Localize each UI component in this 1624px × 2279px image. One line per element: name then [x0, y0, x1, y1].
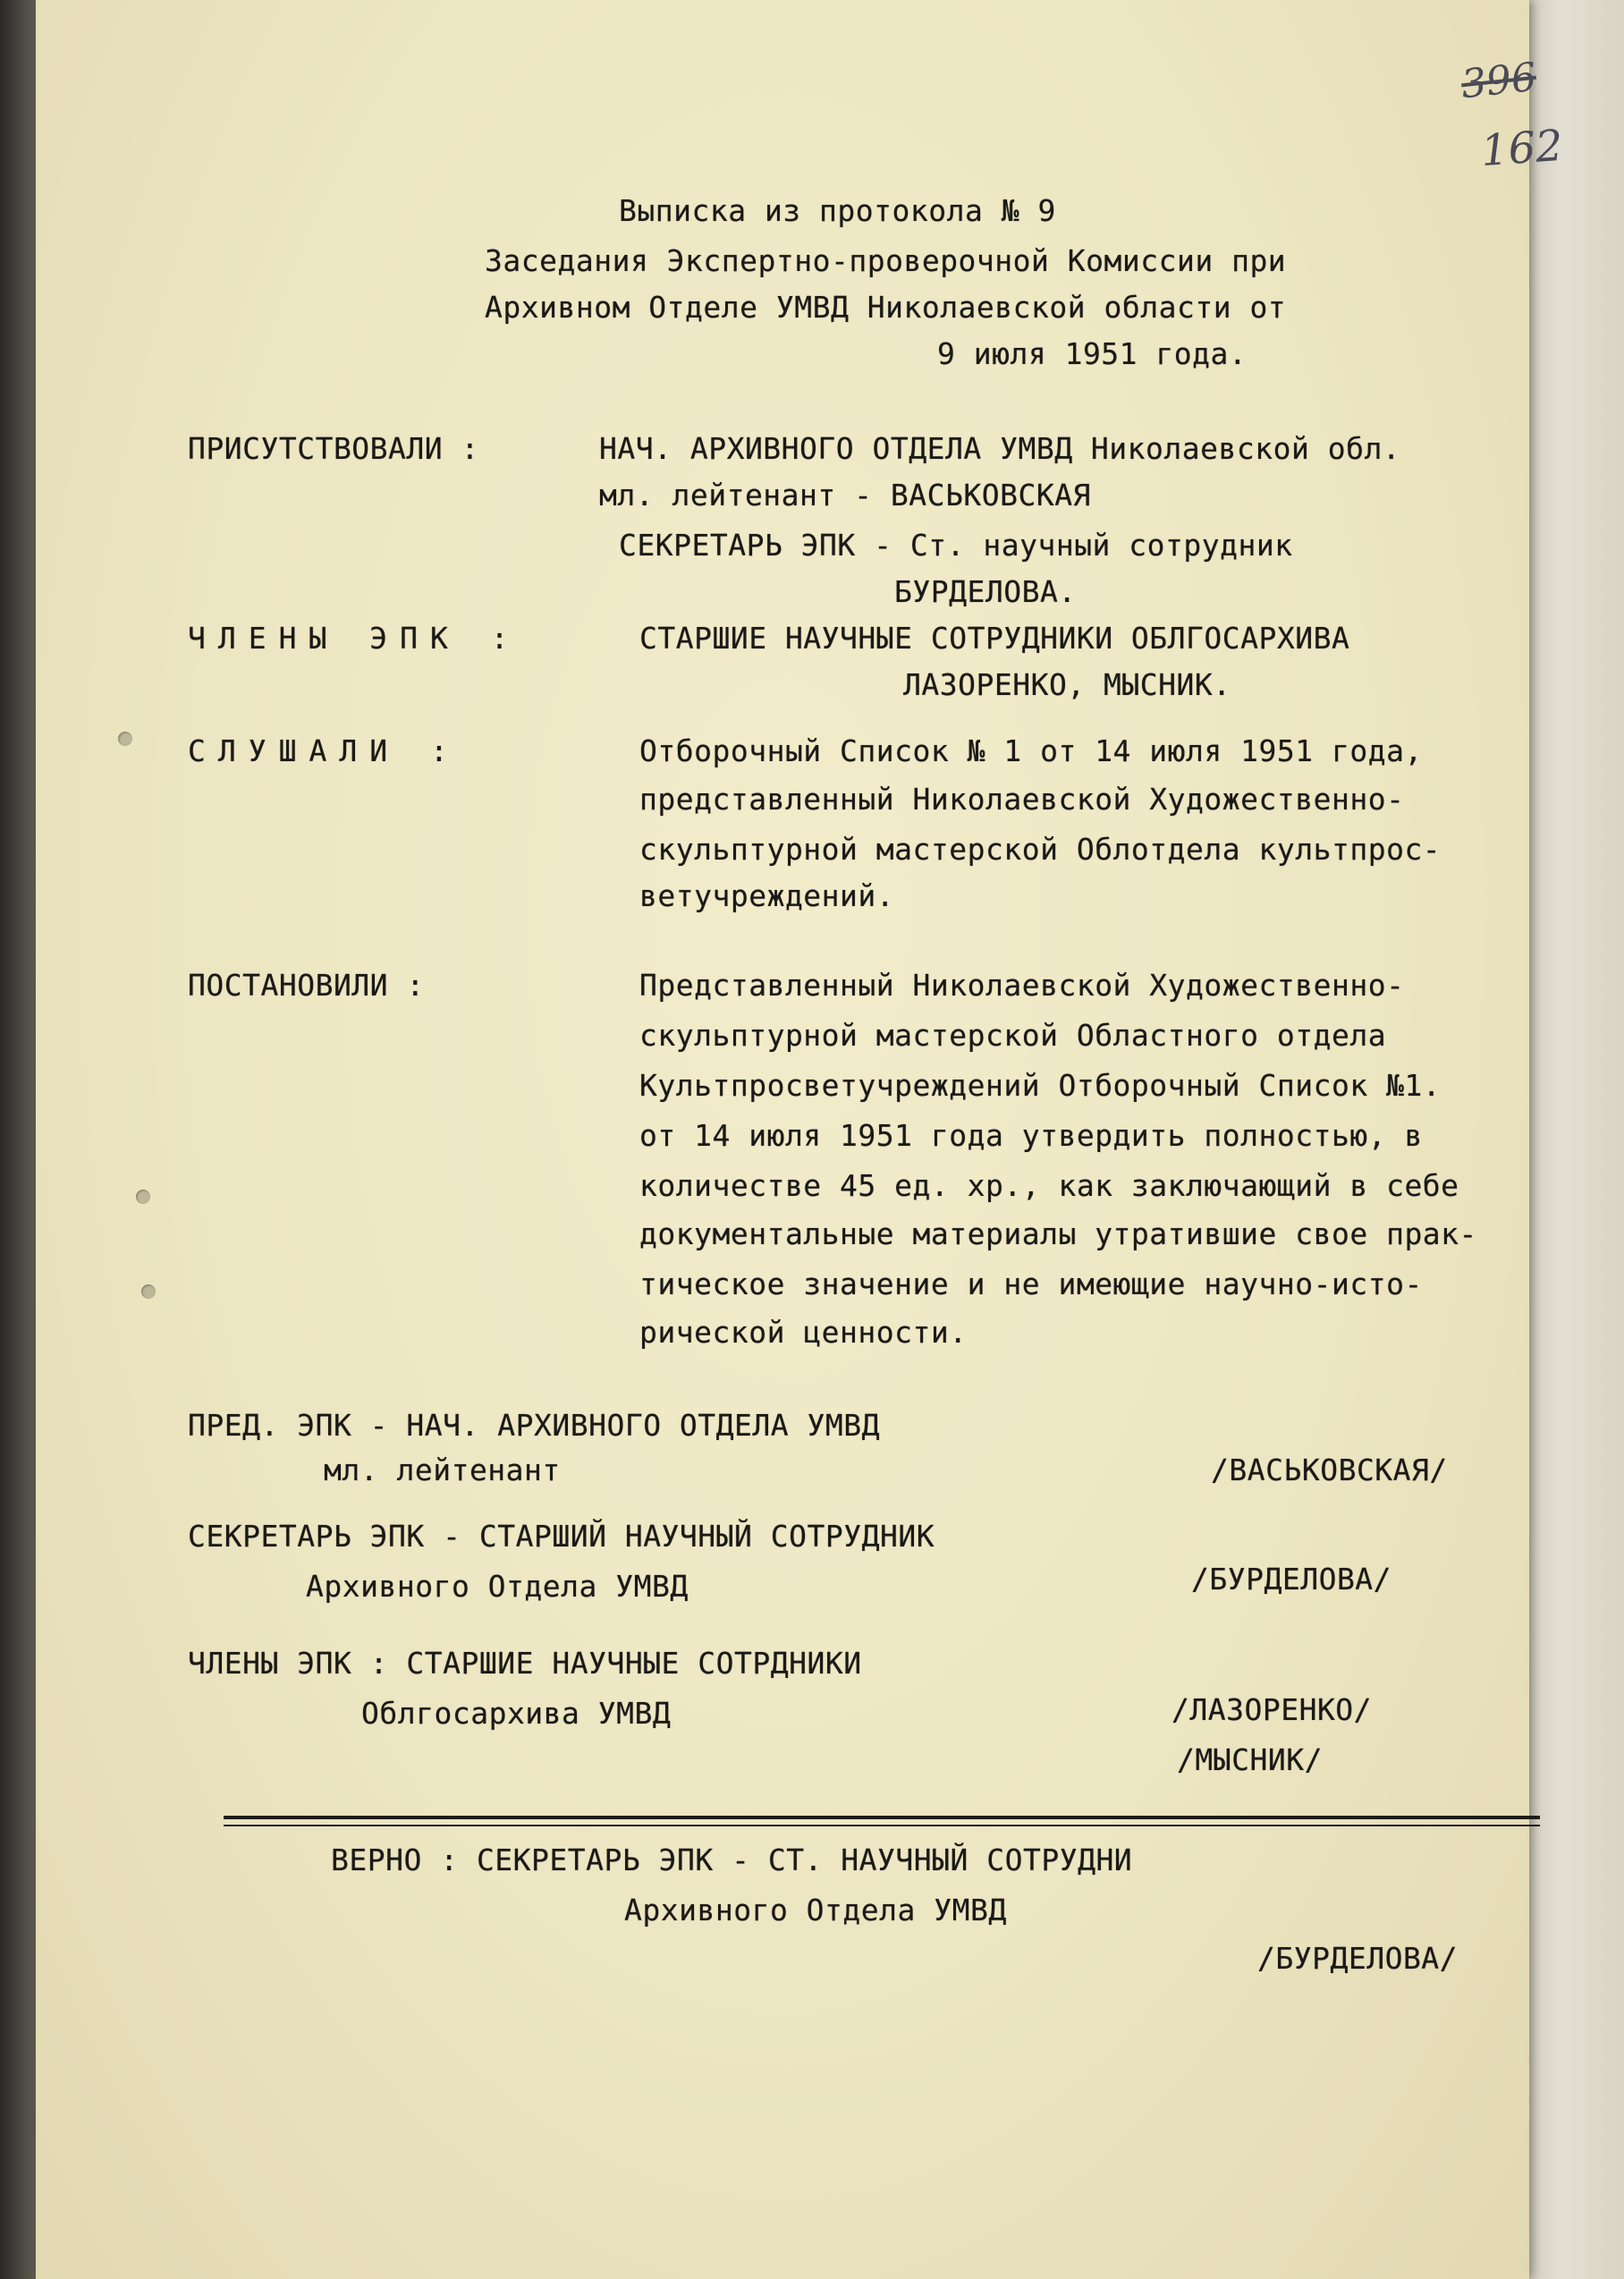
- resolved-line: от 14 июля 1951 года утвердить полностью, в: [639, 1118, 1423, 1153]
- member-1-name: /ЛАЗОРЕНКО/: [1171, 1692, 1373, 1727]
- certification-line-1: ВЕРНО : СЕКРЕТАРЬ ЭПК - СТ. НАУЧНЫЙ СОТРУДНИ: [331, 1843, 1133, 1877]
- chair-name: /ВАСЬКОВСКАЯ/: [1211, 1453, 1448, 1487]
- archive-number-new: 162: [1479, 120, 1565, 177]
- archive-number-old: 396: [1459, 54, 1539, 108]
- members-sign-dept: Облгосархива УМВД: [361, 1696, 672, 1731]
- resolved-line: тическое значение и не имеющие научно-исто-: [639, 1267, 1423, 1301]
- present-line-1: НАЧ. АРХИВНОГО ОТДЕЛА УМВД Николаевской обл.: [599, 431, 1401, 466]
- present-line-3: СЕКРЕТАРЬ ЭПК - Ст. научный сотрудник: [619, 528, 1293, 563]
- document-page: [36, 0, 1565, 2279]
- present-line-4: БУРДЕЛОВА.: [894, 574, 1077, 609]
- present-label: ПРИСУТСТВОВАЛИ :: [188, 431, 479, 466]
- certification-line-2: Архивного Отдела УМВД: [624, 1893, 1007, 1927]
- chair-title: ПРЕД. ЭПК - НАЧ. АРХИВНОГО ОТДЕЛА УМВД: [188, 1408, 880, 1443]
- members-line-2: ЛАЗОРЕНКО, МЫСНИК.: [903, 667, 1231, 702]
- resolved-line: скульптурной мастерской Областного отдела: [639, 1018, 1387, 1053]
- resolved-line: Представленный Николаевской Художественно-: [639, 968, 1405, 1003]
- resolved-label: ПОСТАНОВИЛИ :: [188, 968, 425, 1003]
- secretary-title: СЕКРЕТАРЬ ЭПК - СТАРШИЙ НАУЧНЫЙ СОТРУДНИК: [188, 1519, 935, 1554]
- chair-rank: мл. лейтенант: [324, 1453, 561, 1487]
- present-line-2: мл. лейтенант - ВАСЬКОВСКАЯ: [599, 478, 1091, 513]
- resolved-line: рической ценности.: [639, 1315, 968, 1350]
- resolved-line: документальные материалы утратившие свое прак-: [639, 1216, 1477, 1251]
- divider-line: [224, 1816, 1540, 1819]
- members-label: ЧЛЕНЫ ЭПК :: [188, 621, 521, 656]
- heard-line: ветучреждений.: [639, 878, 895, 913]
- members-line-1: СТАРШИЕ НАУЧНЫЕ СОТРУДНИКИ ОБЛГОСАРХИВА: [639, 621, 1350, 656]
- resolved-line: Культпросветучреждений Отборочный Список №1.: [639, 1068, 1442, 1103]
- header-line-2: Заседания Экспертно-проверочной Комиссии при: [485, 243, 1287, 278]
- header-line-3: Архивном Отделе УМВД Николаевской области от: [485, 290, 1287, 325]
- secretary-dept: Архивного Отдела УМВД: [306, 1569, 689, 1604]
- divider-line: [224, 1825, 1540, 1826]
- background-page-right: [1520, 0, 1624, 2279]
- heard-line: представленный Николаевской Художественно-: [639, 782, 1405, 817]
- members-sign-title: ЧЛЕНЫ ЭПК : СТАРШИЕ НАУЧНЫЕ СОТРДНИКИ: [188, 1646, 862, 1681]
- punch-hole: [141, 1284, 156, 1299]
- resolved-line: количестве 45 ед. хр., как заключающий в себе: [639, 1168, 1459, 1203]
- member-2-name: /МЫСНИК/: [1177, 1742, 1323, 1777]
- heard-line: Отборочный Список № 1 от 14 июля 1951 года,: [639, 733, 1423, 768]
- certification-name: /БУРДЕЛОВА/: [1257, 1941, 1459, 1976]
- punch-hole: [118, 732, 132, 746]
- secretary-name: /БУРДЕЛОВА/: [1191, 1562, 1392, 1597]
- header-date: 9 июля 1951 года.: [937, 336, 1248, 371]
- heard-label: СЛУШАЛИ :: [188, 733, 461, 768]
- punch-hole: [136, 1190, 150, 1204]
- header-title: Выписка из протокола № 9: [619, 193, 1056, 228]
- heard-line: скульптурной мастерской Облотдела культпрос-: [639, 832, 1442, 867]
